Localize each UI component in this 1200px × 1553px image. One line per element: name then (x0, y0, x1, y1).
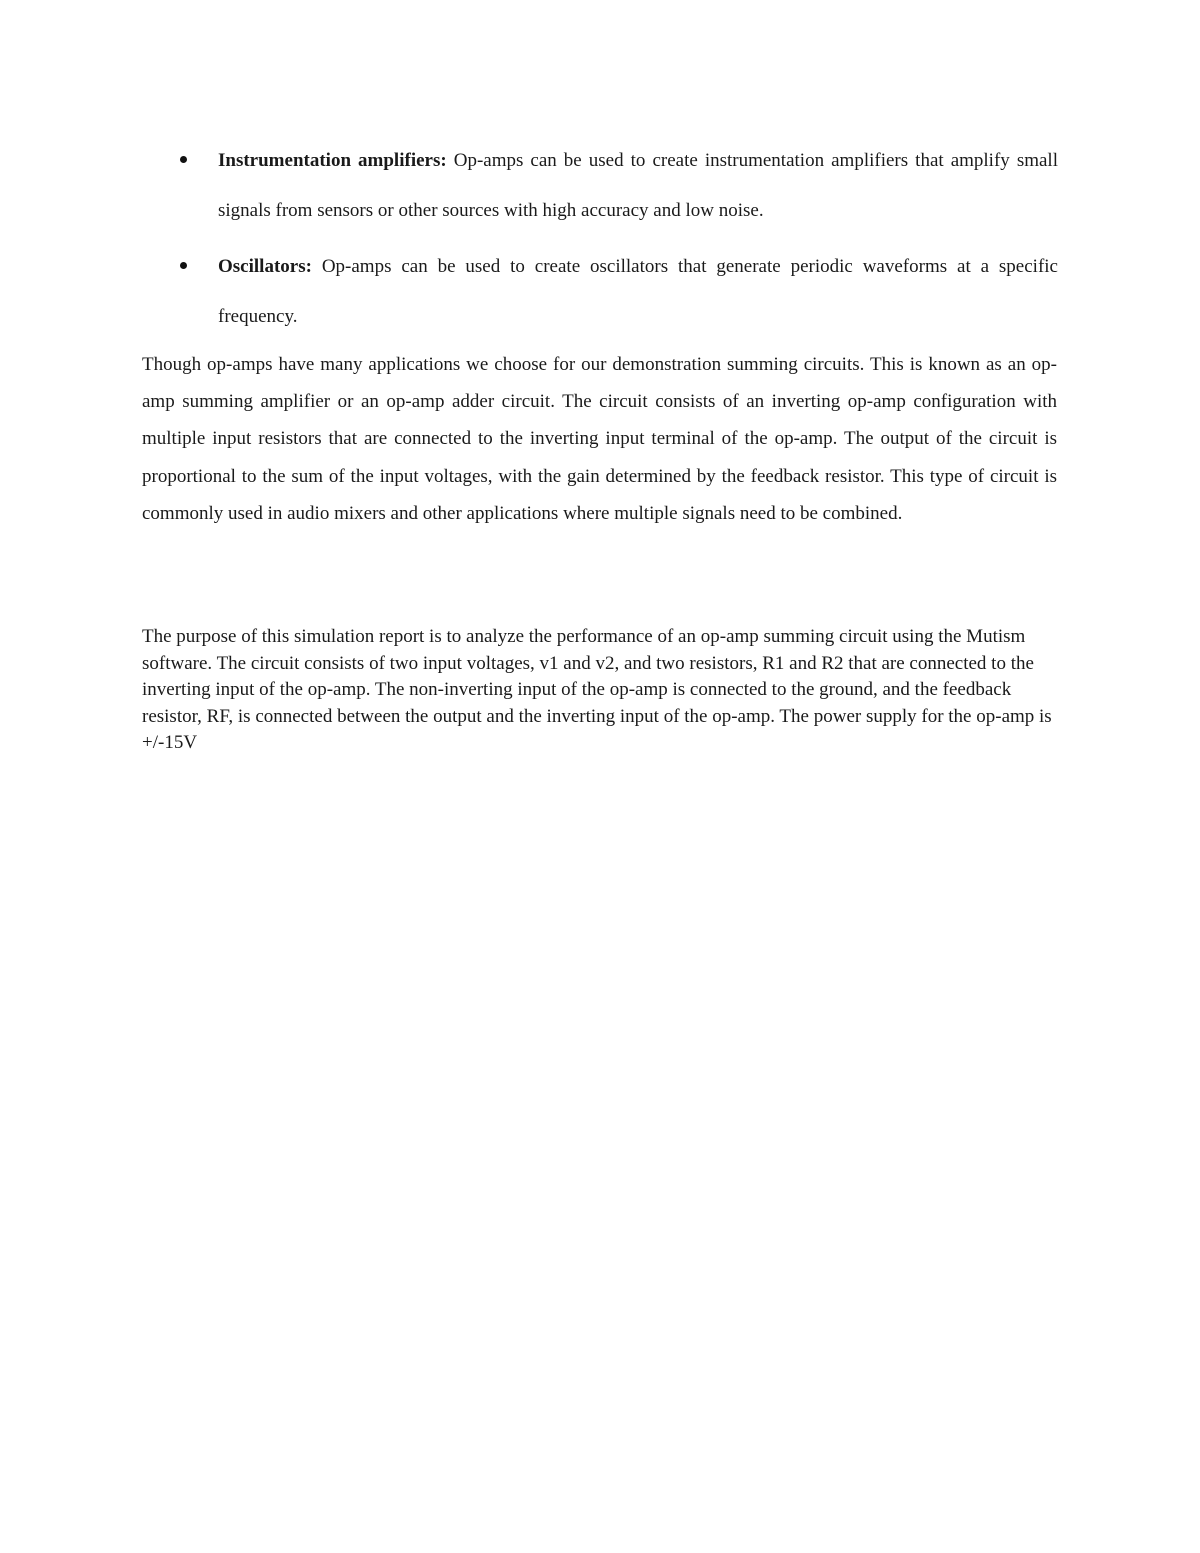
bullet-term: Oscillators: (218, 256, 312, 277)
summing-circuit-paragraph: Though op-amps have many applications we choose for our demonstration summing circuits. This is known as an op-amp summing amplifier or an op-amp adder circuit. The circuit consists of an inverting op-amp configuration with multiple input resistors that are connected to the inverting input terminal of the op-amp. The output of the circuit is proportional to the sum of the input voltages, with the gain determined by the feedback resistor. This type of circuit is commonly used in audio mixers and other applications where multiple signals need to be combined. (142, 354, 1057, 524)
applications-bullet-list (218, 136, 1058, 348)
bullet-item-oscillators (218, 242, 1058, 342)
bullet-term: Instrumentation amplifiers: (218, 150, 447, 171)
bullet-text: Op-amps can be used to create oscillators that generate periodic waveforms at a specific frequency. (218, 256, 1058, 327)
bullet-dot-icon (180, 262, 187, 269)
bullet-text: Op-amps can be used to create instrumentation amplifiers that amplify small signals from sensors or other sources with high accuracy and low noise. (218, 150, 1058, 221)
simulation-purpose-paragraph: The purpose of this simulation report is to analyze the performance of an op-amp summing circuit using the Mutism software. The circuit consists of two input voltages, v1 and v2, and two resistors, R1 and R2 that are connected to the inverting input of the op-amp. The non-inverting input of the op-amp is connected to the ground, and the feedback resistor, RF, is connected between the output and the inverting input of the op-amp. The power supply for the op-amp is +/-15V (142, 626, 1052, 754)
bullet-item-instrumentation-amplifiers (218, 136, 1058, 236)
bullet-dot-icon (180, 156, 187, 163)
